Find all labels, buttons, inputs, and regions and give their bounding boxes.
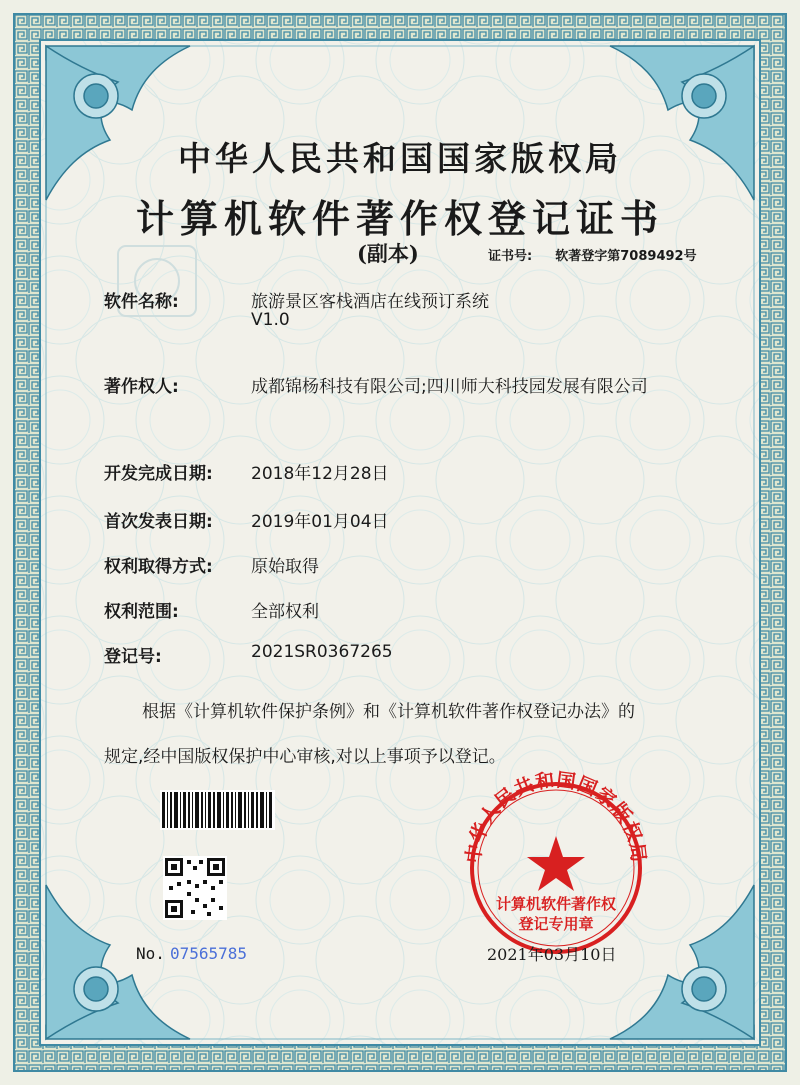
serial-prefix: No.	[136, 944, 165, 963]
seal-ring-text: 中华人民共和国国家版权局	[462, 769, 650, 865]
seal-text-line-2: 登记专用章	[518, 915, 594, 933]
copyright-owner-label: 著作权人:	[104, 377, 179, 397]
scope-label: 权利范围:	[104, 602, 179, 622]
statement-line-1: 根据《计算机软件保护条例》和《计算机软件著作权登记办法》的	[142, 702, 635, 722]
first-publication-date: 2019年01月04日	[251, 512, 389, 532]
serial-number-value: 07565785	[170, 944, 248, 963]
seal-text-line-1: 计算机软件著作权	[495, 895, 616, 913]
first-publication-label: 首次发表日期:	[104, 512, 213, 532]
software-name: 旅游景区客栈酒店在线预订系统	[251, 292, 489, 312]
qr-code-icon	[163, 856, 227, 920]
certificate-number-label: 证书号:	[488, 249, 533, 264]
issue-date: 2021年03月10日	[487, 945, 617, 964]
software-name-label: 软件名称:	[104, 292, 179, 312]
rights-scope: 全部权利	[251, 602, 319, 622]
serial-number	[136, 944, 247, 963]
certificate-title: 计算机软件著作权登记证书	[135, 196, 664, 241]
barcode-icon	[160, 790, 275, 830]
copyright-owner: 成都锦杨科技有限公司;四川师大科技园发展有限公司	[251, 377, 648, 397]
software-version: V1.0	[251, 310, 290, 330]
acquisition-method: 原始取得	[251, 557, 319, 577]
statement-line-2: 规定,经中国版权保护中心审核,对以上事项予以登记。	[104, 747, 506, 767]
certificate-number	[488, 245, 697, 264]
registration-number: 2021SR0367265	[251, 642, 393, 662]
issuing-authority: 中华人民共和国国家版权局	[178, 139, 622, 178]
dev-completion-date: 2018年12月28日	[251, 464, 389, 484]
registration-label: 登记号:	[104, 647, 162, 667]
certificate-number-value: 软著登字第7089492号	[555, 249, 697, 264]
copy-indicator: (副本)	[357, 241, 419, 266]
acquisition-label: 权利取得方式:	[104, 557, 213, 577]
dev-completion-label: 开发完成日期:	[104, 464, 213, 484]
